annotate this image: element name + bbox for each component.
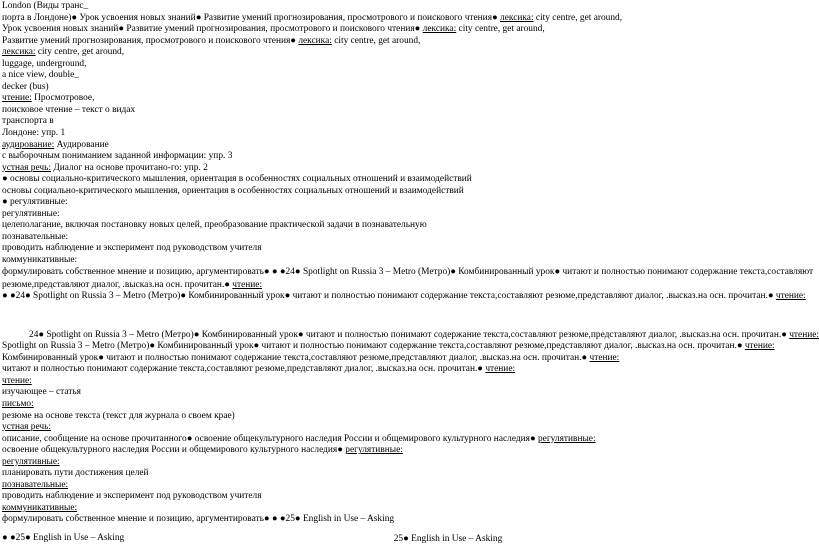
text-line (2, 411, 814, 423)
text-run: Диалог на основе прочитано-го: упр. 2 (51, 162, 208, 173)
text-line (2, 82, 814, 94)
text-run: читают и полностью понимают содержание текста,составляют резюме,представляют диалог, .высказ.на осн. прочитан.● (2, 364, 486, 375)
text-run: с выборочным пониманием заданной информации: упр. 3 (2, 151, 233, 162)
text-line (2, 232, 814, 244)
underlined-label: познавательные: (2, 479, 69, 490)
text-run: Урок усвоения новых знаний● Развитие умений прогнозирования, просмотрового и поискового чтения● (2, 24, 423, 35)
text-line (2, 47, 814, 59)
text-run: Просмотровое, (31, 93, 95, 104)
underlined-label: чтение: (789, 329, 819, 340)
text-line (2, 174, 814, 186)
underlined-label: чтение: (485, 364, 516, 375)
text-run: транспорта в (2, 116, 54, 127)
text-run: decker (bus) (2, 81, 49, 92)
text-line (2, 151, 814, 163)
underlined-label: регулятивные: (345, 445, 403, 456)
text-run: Аудирование (54, 139, 109, 150)
text-run: освоение общекультурного наследия России и общемирового культурного наследия● (2, 445, 346, 456)
text-run: резюме на основе текста (текст для журнала о своем крае) (2, 410, 235, 421)
text-line (2, 514, 814, 527)
text-run: Лондоне: упр. 1 (2, 128, 66, 139)
text-run: резюме,представляют диалог, .высказ.на осн. прочитан.● (2, 279, 233, 290)
underlined-label: чтение: (744, 341, 775, 352)
text-line (2, 255, 814, 267)
text-run: коммуникативные: (2, 255, 78, 266)
text-line (2, 434, 814, 446)
text-line (2, 140, 814, 152)
text-run: поисковое чтение – текст о видах (2, 104, 136, 115)
text-line (2, 376, 814, 388)
text-line (2, 318, 814, 330)
text-line (2, 70, 814, 82)
text-line (2, 399, 814, 411)
text-line (2, 491, 814, 503)
text-run: порта в Лондоне)● Урок усвоения новых знаний● Развитие умений прогнозирования, просмотрового и поискового чтения● (2, 12, 501, 23)
text-run: регулятивные: (2, 208, 60, 219)
text-line (2, 422, 814, 434)
underlined-label: чтение: (775, 291, 806, 302)
text-run: city centre, get around, (35, 47, 125, 58)
text-run: формулировать собственное мнение и позицию, аргументировать● ● ●24● Spotlight on Russia 3 – Metro (Метро)● Комбинированный урок● читают и полностью понимают содержание текста,составляют (2, 266, 814, 277)
underlined-label: коммуникативные: (2, 502, 78, 513)
footer-line (0, 534, 816, 546)
underlined-label: лексика: (298, 35, 332, 46)
text-line (2, 93, 814, 105)
text-run: проводить наблюдение и эксперимент под руководством учителя (2, 491, 262, 502)
text-line (2, 304, 814, 318)
text-line (2, 267, 814, 280)
text-line (2, 364, 814, 376)
text-line (2, 116, 814, 128)
text-line (2, 1, 814, 13)
text-line (2, 280, 814, 292)
text-line (2, 341, 814, 353)
text-line (2, 503, 814, 515)
text-line (2, 220, 814, 232)
text-line (2, 353, 814, 365)
text-run: целеполагание, включая постановку новых целей, преобразование практической задачи в познавательную (2, 220, 427, 231)
text-run: London (Виды транс_ (2, 1, 89, 11)
text-run: city centre, get around, (456, 24, 545, 35)
text-line (2, 197, 814, 209)
text-line (2, 59, 814, 71)
text-run: luggage, underground, (2, 58, 87, 69)
text-run: формулировать собственное мнение и позицию, аргументировать● ● ●25● English in Use – Asking (2, 514, 395, 525)
text-line (2, 13, 814, 25)
text-run: ● регулятивные: (2, 197, 68, 208)
text-run: 24● Spotlight on Russia 3 – Metro (Метро)● Комбинированный урок● читают и полностью понимают содержание текста,составляют резюме,представляют диалог, .высказ.на осн. прочитан.● (29, 329, 790, 340)
text-line (2, 163, 814, 175)
text-run: проводить наблюдение и эксперимент под руководством учителя (2, 243, 262, 254)
text-run: основы социально-критического мышления, ориентация в особенностях социальных отношений и взаимодействий (2, 185, 464, 196)
text-line (2, 291, 814, 304)
underlined-label: лексика: (2, 47, 36, 58)
text-run: city centre, get around, (533, 12, 623, 23)
underlined-label: регулятивные: (2, 456, 60, 467)
text-line (2, 128, 814, 140)
underlined-label: устная речь: (2, 422, 51, 433)
text-line (2, 243, 814, 255)
text-run: ● ●25● English in Use – Asking (2, 533, 125, 544)
underlined-label: устная речь: (2, 162, 51, 173)
text-run: ● ●24● Spotlight on Russia 3 – Metro (Метро)● Комбинированный урок● читают и полностью понимают содержание текста,составляют резюме,представляют диалог, .высказ.на осн. прочитан.● (2, 291, 776, 302)
text-line (2, 480, 814, 492)
text-line (2, 457, 814, 469)
text-line (2, 329, 819, 342)
underlined-label: чтение: (232, 279, 263, 290)
text-line (2, 445, 814, 457)
underlined-label: чтение: (589, 352, 620, 363)
underlined-label: регулятивные: (537, 433, 596, 444)
text-line (2, 186, 814, 198)
underlined-label: лексика: (422, 24, 457, 35)
text-run: описание, сообщение на основе прочитанного● освоение общекультурного наследия России и общемирового культурного наследия● (2, 433, 538, 444)
text-run: познавательные: (2, 231, 69, 242)
footer-text: 25● English in Use – Asking (393, 534, 503, 544)
text-run: Развитие умений прогнозирования, просмотрового и поискового чтения● (2, 35, 299, 46)
underlined-label: чтение: (2, 375, 32, 386)
text-run: Комбинированный урок● читают и полностью понимают содержание текста,составляют резюме,представляют диалог, .высказ.на осн. прочитан.● (2, 352, 590, 363)
text-run: ● основы социально-критического мышления, ориентация в особенностях социальных отношений и взаимодействий (2, 174, 472, 185)
underlined-label: чтение: (2, 93, 32, 104)
document-body (2, 1, 819, 545)
text-line (2, 468, 814, 480)
underlined-label: письмо: (2, 398, 34, 409)
text-line (2, 209, 814, 221)
text-run: city centre, get around, (331, 35, 421, 46)
underlined-label: аудирование: (2, 139, 55, 150)
text-run: планировать пути достижения целей (2, 468, 149, 479)
text-run: Spotlight on Russia 3 – Metro (Метро)● Комбинированный урок● читают и полностью понимают содержание текста,составляют резюме,представляют диалог, .высказ.на осн. прочитан.● (2, 341, 745, 352)
text-line (2, 105, 814, 117)
text-run: изучающее – статья (2, 387, 81, 398)
text-run: a nice view, double_ (2, 70, 79, 81)
text-line (2, 387, 814, 399)
text-line (2, 24, 814, 36)
text-line (2, 36, 814, 48)
underlined-label: лексика: (500, 12, 534, 23)
